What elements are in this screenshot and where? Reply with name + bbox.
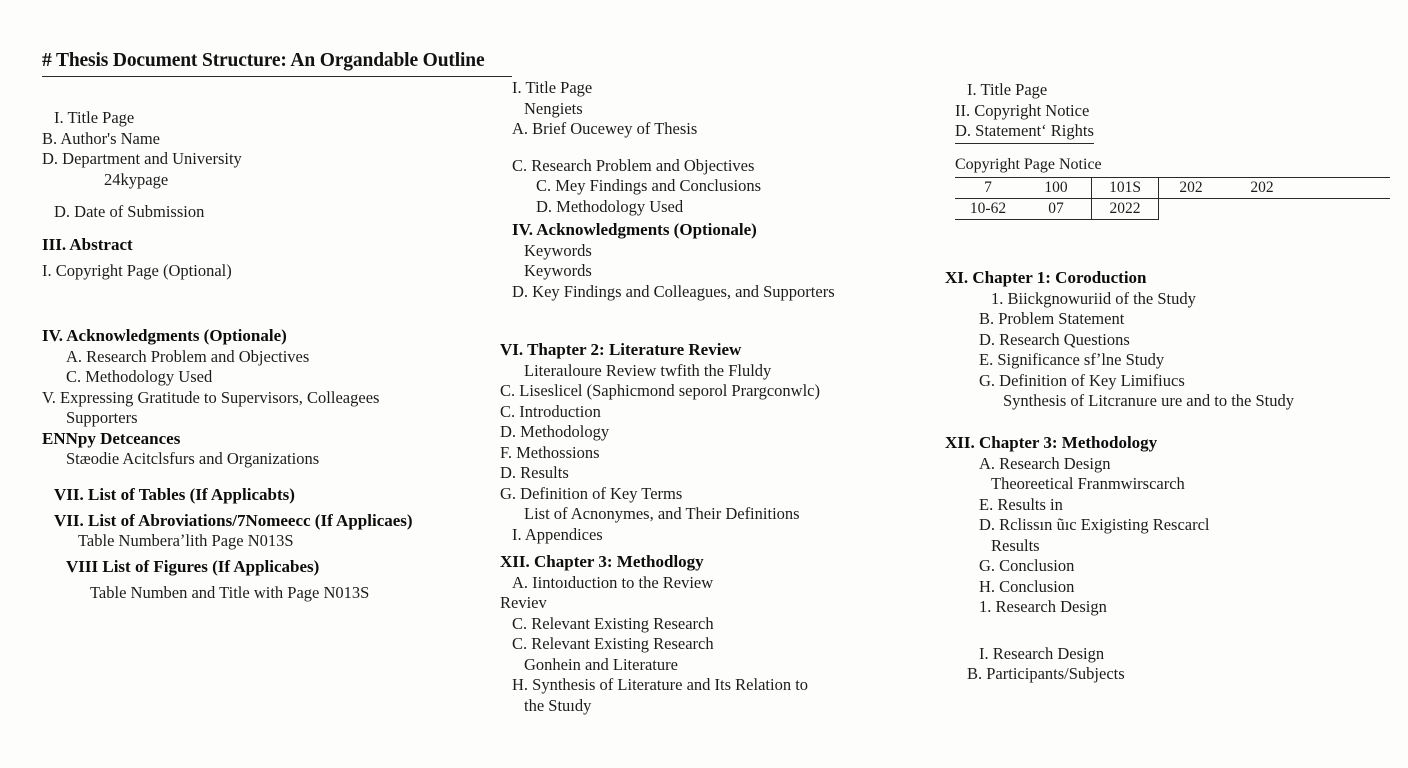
outline-item: Literaιloure Review twfith the Fluldy (524, 360, 772, 380)
outline-item: G. Definition of Key Terms (500, 483, 683, 503)
col1-title-page-group (42, 108, 482, 223)
outline-item: A. Research Problem and Objectives (66, 346, 310, 366)
outline-item: Keywords (524, 240, 592, 260)
page-title: # Thesis Document Structure: An Organdable Outline (42, 50, 512, 77)
outline-item: Theoreetical Franmwirscarch (991, 474, 1185, 493)
outline-item: C. Relevant Existing Research (512, 634, 714, 653)
outline-item: Stæodie Acitclsfurs and Organizations (66, 449, 320, 468)
col1-lists-group (42, 485, 482, 604)
outline-item: I. Title Page (967, 80, 1048, 99)
section-heading-acknowledgments: IV. Acknowledgments (Optionale) (512, 220, 757, 239)
copyright-table-block (955, 155, 1385, 220)
outline-item: D. Methodology Used (536, 196, 684, 216)
outline-item: H. Synthesis of Literature and Its Relation to (512, 675, 809, 694)
outline-item: C. Methodology Used (66, 367, 213, 386)
outline-item: II. Copyright Notice (955, 100, 1090, 120)
outline-item: B. Author's Name (42, 128, 161, 148)
outline-item-underline-text: D. Statementʻ Rights (955, 121, 1094, 144)
outline-item: D. Research Questions (979, 329, 1130, 349)
section-heading-chapter-1: XI. Chapter 1: Coroduction (945, 268, 1147, 287)
outline-item: D. Results (500, 463, 569, 482)
outline-item: I. Title Page (54, 108, 135, 127)
outline-item: B. Problem Statement (979, 309, 1125, 328)
table-cell: 2022 (1092, 199, 1159, 220)
outline-item: A. Research Design (979, 453, 1111, 473)
outline-item: the Stuıdy (524, 695, 592, 715)
table-cell: 10-62 (955, 199, 1021, 220)
section-heading-methodology: XII. Chapter 3: Methodlogy (500, 552, 704, 571)
outline-item: D. Key Findings and Colleagues, and Supporters (512, 281, 835, 301)
outline-item: I. Title Page (512, 78, 593, 97)
outline-item: C. Relevant Existing Research (512, 613, 714, 633)
outline-item: D. Date of Submission (54, 202, 205, 221)
outline-item: 24kypage (104, 169, 169, 189)
outline-item: F. Methossions (500, 442, 600, 462)
outline-item: I. Research Design (979, 643, 1105, 663)
outline-item: G. Conclusion (979, 556, 1075, 575)
outline-item: 1. Research Design (979, 597, 1107, 616)
outline-item: G. Definition of Key Limifiucs (979, 370, 1185, 390)
outline-item: Nengiets (524, 98, 583, 118)
outline-item: H. Conclusion (979, 576, 1075, 596)
table-cell (1301, 178, 1390, 199)
table-cell: 7 (955, 178, 1021, 199)
outline-item: I. Appendices (512, 524, 603, 544)
table-cell (1301, 199, 1390, 220)
outline-item: Synthesis of Litcranuɾe ure and to the Study (1003, 391, 1294, 410)
table-row (955, 178, 1390, 199)
section-heading-chapter-3: XII. Chapter 3: Methodology (945, 433, 1158, 452)
col1-abstract-group (42, 235, 482, 281)
table-cell (1159, 199, 1224, 220)
outline-item: B. Participants/Subjects (967, 664, 1125, 683)
outline-item: E. Significance sfʼlne Study (979, 350, 1165, 369)
outline-item: C. Mey Findings and Conclusions (536, 176, 762, 195)
outline-item: Table Numben and Title with Page N013S (90, 583, 370, 602)
outline-item: C. Liseslicel (Saphicmond seporol Prargconwlc) (500, 381, 821, 400)
outline-item: A. Iintoıduction to the Review (512, 572, 714, 592)
section-heading-list-of-tables: VII. List of Tables (If Applicabts) (54, 485, 295, 504)
outline-item: D. Rclissın ũıc Exigisting Rescarcl (979, 515, 1210, 534)
outline-item: C. Introduction (500, 401, 601, 421)
outline-item: Reviev (500, 593, 547, 612)
table-cell: 202 (1223, 178, 1301, 199)
section-heading-acknowledgments: IV. Acknowledgments (Optionale) (42, 326, 287, 345)
section-heading-literature-review: VI. Thapter 2: Literature Review (500, 340, 742, 359)
col2-methodology-group (500, 552, 940, 716)
outline-item: Keywords (524, 261, 592, 280)
outline-item: 1. Biickgnowuriid of the Study (991, 288, 1196, 308)
section-heading-abstract: III. Abstract (42, 235, 133, 254)
outline-item: Table Numberaʼlith Page N013S (78, 531, 294, 550)
outline-item: V. Expressing Gratitude to Supervisors, Colleagees (42, 387, 380, 407)
section-heading-list-of-abbreviations: VII. List of Abroviations/7Nomeecc (If Applicaes) (54, 510, 413, 530)
outline-item: D. Department and University (42, 149, 242, 168)
col1-acknowledgments-group (42, 326, 482, 470)
col2-title-page-group (500, 78, 940, 217)
col3-title-page-group (955, 80, 1385, 144)
outline-item: D. Methodology (500, 422, 610, 441)
outline-item: Results (991, 535, 1040, 555)
outline-item: C. Research Problem and Objectives (512, 155, 755, 175)
outline-item-underlined (955, 121, 1385, 144)
copyright-table-caption: Copyright Page Notice (955, 156, 1102, 173)
table-cell: 202 (1159, 178, 1224, 199)
section-heading-ennpy: ENNpy Detceances (42, 428, 181, 448)
table-row (955, 199, 1390, 220)
outline-item: List of Acnonymes, and Their Definitions (524, 504, 800, 523)
table-cell: 100 (1021, 178, 1092, 199)
table-cell: 07 (1021, 199, 1092, 220)
outline-item: E. Results in (979, 494, 1063, 514)
table-cell: 101S (1092, 178, 1159, 199)
outline-item: Gonhein and Literature (524, 654, 678, 674)
section-heading-list-of-figures: VIII List of Figures (If Applicabes) (66, 556, 320, 576)
table-cell (1223, 199, 1301, 220)
outline-item: A. Brief Oucewey of Thesis (512, 119, 698, 138)
col3-chapter1-group (945, 268, 1385, 412)
col3-chapter3-group (945, 433, 1385, 685)
col2-acknowledgments-group (500, 220, 940, 302)
col2-literature-group (500, 340, 940, 545)
copyright-page-notice-table (955, 177, 1390, 220)
outline-item: Supporters (66, 408, 138, 427)
outline-item: I. Copyright Page (Optional) (42, 260, 232, 280)
